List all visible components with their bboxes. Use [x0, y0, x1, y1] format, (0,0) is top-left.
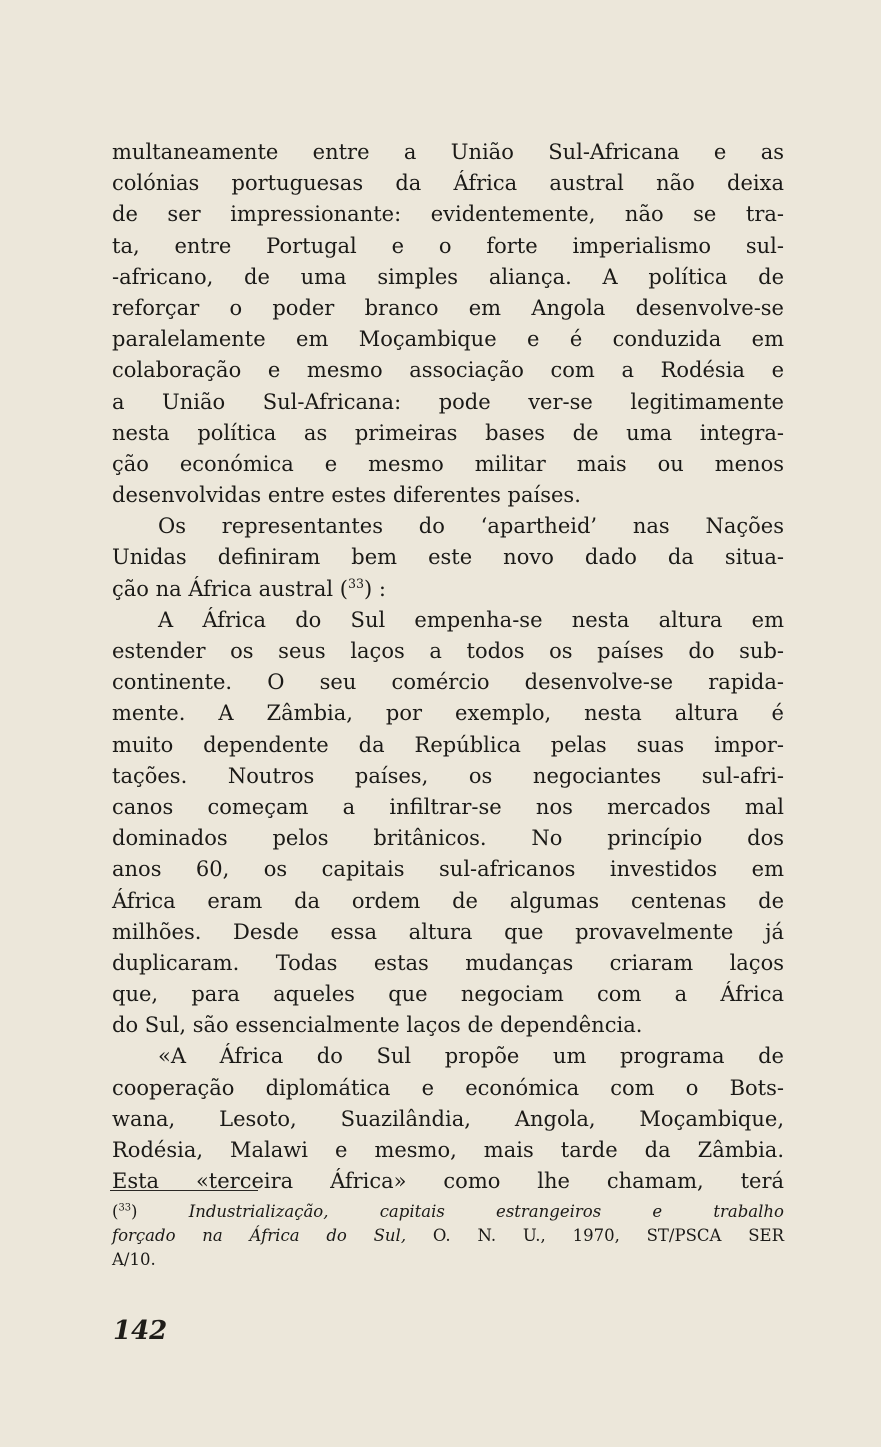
text-line: mente. A Zâmbia, por exemplo, nesta altura é [112, 701, 784, 726]
text-line: estender os seus laços a todos os países do sub- [112, 639, 784, 663]
footnote-divider [110, 1190, 258, 1191]
text-line: África eram da ordem de algumas centenas de [112, 888, 784, 913]
text-line: do Sul, são essencialmente laços de dependência. [112, 1013, 643, 1038]
text-line: nesta política as primeiras bases de uma integra- [112, 420, 784, 445]
footnote [112, 1200, 784, 1272]
text-line: desenvolvidas entre estes diferentes países. [112, 483, 581, 508]
footnote-source: O. N. U., 1970, ST/PSCA SER [432, 1226, 784, 1245]
body-text [112, 137, 784, 1197]
text-line: reforçar o poder branco em Angola desenvolve-se [112, 295, 784, 320]
text-line: duplicaram. Todas estas mudanças criaram laços [112, 950, 784, 975]
footnote-reference: 33 [348, 575, 365, 591]
text-line: -africano, de uma simples aliança. A política de [112, 264, 784, 289]
text-line: a União Sul-Africana: pode ver-se legitimamente [112, 389, 784, 414]
text-line: ção económica e mesmo militar mais ou menos [112, 451, 784, 476]
footnote-paren: ) [131, 1202, 138, 1221]
text-line: wana, Lesoto, Suazilândia, Angola, Moçambique, [112, 1106, 784, 1131]
text-line: cooperação diplomática e económica com o Bots- [112, 1075, 784, 1100]
text-line: multaneamente entre a União Sul-Africana e as [112, 140, 784, 164]
text-line: paralelamente em Moçambique e é conduzida em [112, 327, 784, 352]
text-line: A África do Sul empenha-se nesta altura em [158, 607, 784, 632]
footnote-title: forçado na África do Sul, [112, 1226, 407, 1245]
text-fragment: ção na África austral ( [112, 576, 349, 601]
text-line: dominados pelos britânicos. No princípio dos [112, 826, 784, 851]
text-line: muito dependente da República pelas suas impor- [112, 732, 784, 757]
text-line: Rodésia, Malawi e mesmo, mais tarde da Zâmbia. [112, 1138, 784, 1162]
text-line-with-note [112, 574, 784, 605]
text-line: colaboração e mesmo associação com a Rodésia e [112, 358, 784, 383]
text-line: ta, entre Portugal e o forte imperialismo sul- [112, 233, 784, 258]
text-line: de ser impressionante: evidentemente, não se tra- [112, 202, 784, 227]
text-line: «A África do Sul propõe um programa de [158, 1044, 784, 1069]
text-line: canos começam a infiltrar-se nos mercados mal [112, 794, 784, 819]
footnote-title: Industrialização, capitais estrangeiros e trabalho [188, 1202, 784, 1221]
text-line: Os representantes do ‘apartheid’ nas Nações [158, 514, 784, 539]
text-line: tações. Noutros países, os negociantes sul-afri- [112, 763, 784, 788]
footnote-line: A/10. [112, 1250, 156, 1269]
text-line: Unidas definiram bem este novo dado da situa- [112, 545, 784, 570]
footnote-marker: 33 [118, 1202, 132, 1214]
page-number: 142 [113, 1316, 168, 1346]
footnote-line [112, 1200, 784, 1224]
text-line: milhões. Desde essa altura que provavelmente já [112, 919, 784, 944]
footnote-paren: ( [112, 1202, 119, 1221]
text-line: Esta «terceira África» como lhe chamam, terá [112, 1169, 784, 1194]
text-line: anos 60, os capitais sul-africanos investidos em [112, 857, 784, 882]
footnote-line [112, 1224, 784, 1248]
text-line: colónias portuguesas da África austral não deixa [112, 171, 784, 196]
text-fragment: ) : [364, 576, 386, 601]
text-line: que, para aqueles que negociam com a África [112, 982, 784, 1007]
text-line: continente. O seu comércio desenvolve-se rapida- [112, 670, 784, 695]
